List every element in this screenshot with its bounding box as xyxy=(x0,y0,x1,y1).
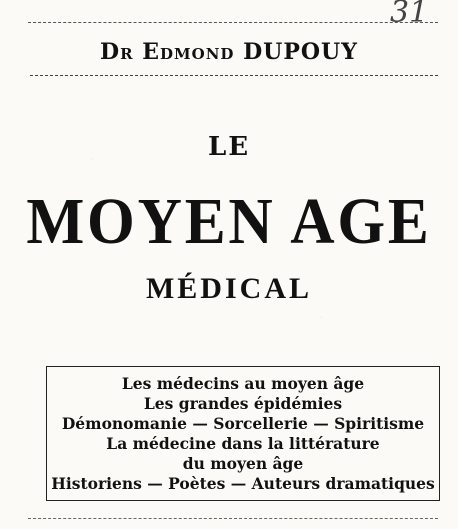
contents-item: Les grandes épidémies xyxy=(143,394,343,413)
contents-item: Démonomanie — Sorcellerie — Spiritisme xyxy=(61,414,425,433)
corner-mark: 31 xyxy=(390,0,429,30)
contents-item: du moyen âge xyxy=(182,454,304,473)
title-article: LE xyxy=(207,132,251,162)
author-rule xyxy=(30,75,438,76)
contents-list xyxy=(46,374,440,494)
top-rule xyxy=(28,22,438,23)
contents-item: Les médecins au moyen âge xyxy=(121,374,365,393)
main-title: MOYEN AGE xyxy=(26,185,432,258)
subtitle: MÉDICAL xyxy=(145,272,312,305)
author-name: Dr Edmond DUPOUY xyxy=(100,39,358,65)
contents-item: Historiens — Poètes — Auteurs dramatiques xyxy=(51,474,435,493)
contents-item: La médecine dans la littérature xyxy=(106,434,380,453)
bottom-rule xyxy=(28,518,438,519)
